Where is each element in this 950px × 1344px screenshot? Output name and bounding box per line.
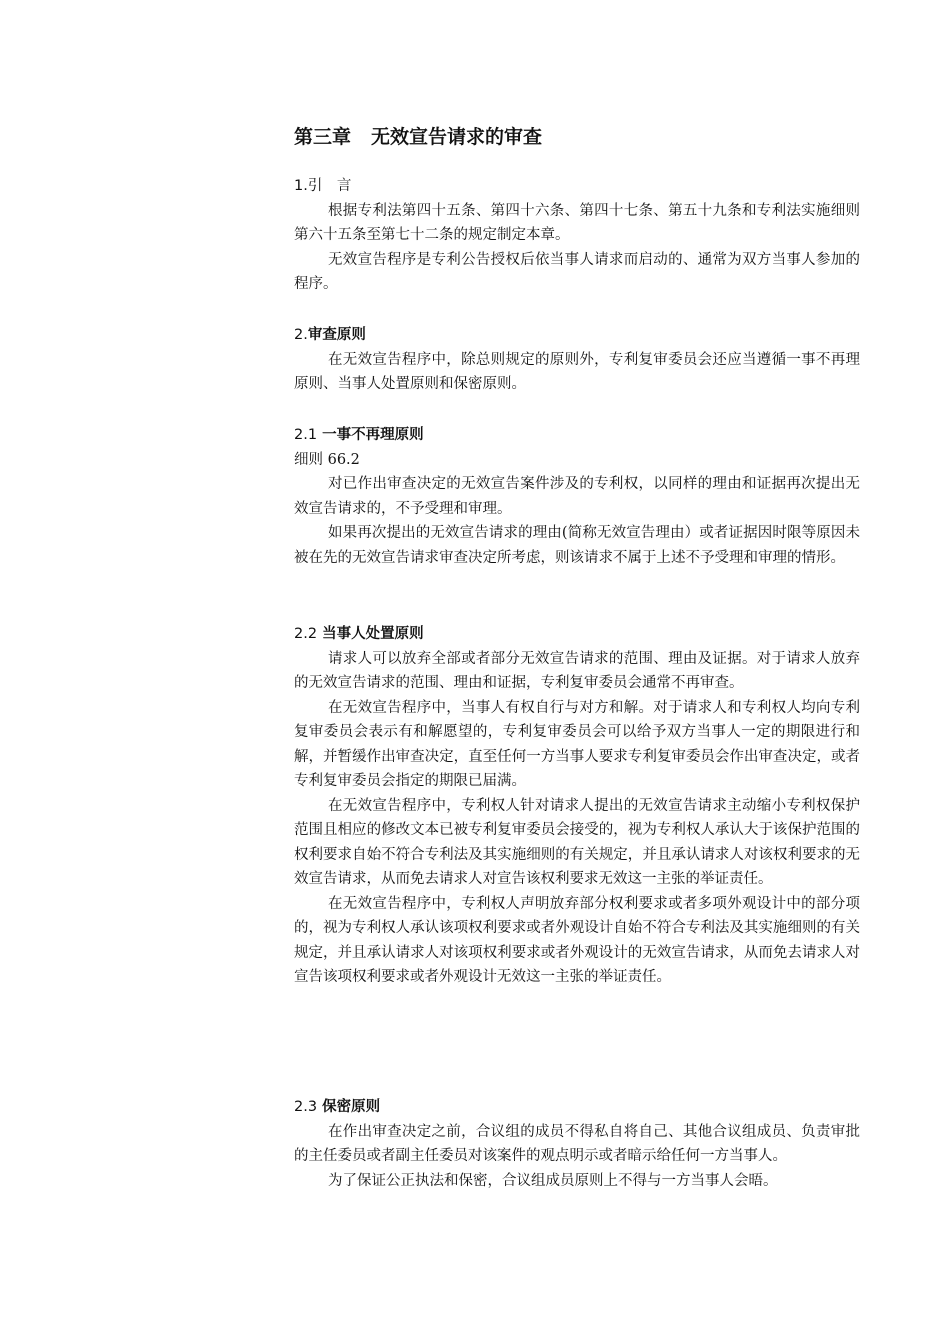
paragraph: 对已作出审查决定的无效宣告案件涉及的专利权，以同样的理由和证据再次提出无效宣告请求的，不予受理和审理。 xyxy=(294,476,860,517)
section-heading xyxy=(294,423,860,448)
section-title: 一事不再理原则 xyxy=(322,427,424,443)
paragraph: 在作出审查决定之前，合议组的成员不得私自将自己、其他合议组成员、负责审批的主任委员或者副主任委员对该案件的观点明示或者暗示给任何一方当事人。 xyxy=(294,1123,860,1164)
paragraph: 在无效宣告程序中，当事人有权自行与对方和解。对于请求人和专利权人均向专利复审委员会表示有和解愿望的，专利复审委员会可以给予双方当事人一定的期限进行和解，并暂缓作出审查决定，直至任何一方当事人要求专利复审委员会作出审查决定，或者专利复审委员会指定的期限已届满。 xyxy=(294,699,860,789)
section-heading xyxy=(294,1095,860,1120)
section-title: 当事人处置原则 xyxy=(322,626,424,642)
section-heading xyxy=(294,323,860,348)
section-examination-principles xyxy=(294,323,860,397)
section-heading xyxy=(294,174,860,199)
section-number: 2.2 xyxy=(294,626,318,642)
paragraph: 请求人可以放弃全部或者部分无效宣告请求的范围、理由及证据。对于请求人放弃的无效宣告请求的范围、理由和证据，专利复审委员会通常不再审查。 xyxy=(294,650,860,691)
section-heading xyxy=(294,622,860,647)
paragraph: 无效宣告程序是专利公告授权后依当事人请求而启动的、通常为双方当事人参加的程序。 xyxy=(294,251,860,292)
section-introduction xyxy=(294,174,860,297)
section-number: 1. xyxy=(294,178,308,194)
paragraph: 根据专利法第四十五条、第四十六条、第四十七条、第五十九条和专利法实施细则第六十五条至第七十二条的规定制定本章。 xyxy=(294,202,860,243)
section-title: 审查原则 xyxy=(307,327,366,343)
chapter-title xyxy=(294,125,542,149)
section-title: 引 言 xyxy=(307,178,352,194)
chapter-name: 无效宣告请求的审查 xyxy=(371,126,543,148)
section-title: 保密原则 xyxy=(322,1099,381,1115)
paragraph: 在无效宣告程序中，专利权人声明放弃部分权利要求或者多项外观设计中的部分项的，视为专利权人承认该项权利要求或者外观设计自始不符合专利法及其实施细则的有关规定，并且承认请求人对该项权利要求或者外观设计的无效宣告请求，从而免去请求人对宣告该项权利要求或者外观设计无效这一主张的举证责任。 xyxy=(294,895,860,985)
section-number: 2.3 xyxy=(294,1099,318,1115)
section-number: 2. xyxy=(294,327,308,343)
section-non-bis-in-idem xyxy=(294,423,860,570)
paragraph: 在无效宣告程序中，专利权人针对请求人提出的无效宣告请求主动缩小专利权保护范围且相应的修改文本已被专利复审委员会接受的，视为专利权人承认大于该保护范围的权利要求自始不符合专利法及其实施细则的有关规定，并且承认请求人对该权利要求的无效宣告请求，从而免去请求人对宣告该权利要求无效这一主张的举证责任。 xyxy=(294,797,860,887)
paragraph: 在无效宣告程序中，除总则规定的原则外，专利复审委员会还应当遵循一事不再理原则、当事人处置原则和保密原则。 xyxy=(294,351,860,392)
rule-reference: 细则 66.2 xyxy=(294,451,360,468)
chapter-number: 第三章 xyxy=(294,126,352,148)
paragraph: 为了保证公正执法和保密，合议组成员原则上不得与一方当事人会晤。 xyxy=(328,1172,778,1189)
section-confidentiality xyxy=(294,1095,860,1193)
section-number: 2.1 xyxy=(294,427,318,443)
paragraph: 如果再次提出的无效宣告请求的理由(简称无效宣告理由）或者证据因时限等原因未被在先的无效宣告请求审查决定所考虑，则该请求不属于上述不予受理和审理的情形。 xyxy=(294,525,860,566)
section-party-disposition xyxy=(294,622,860,990)
